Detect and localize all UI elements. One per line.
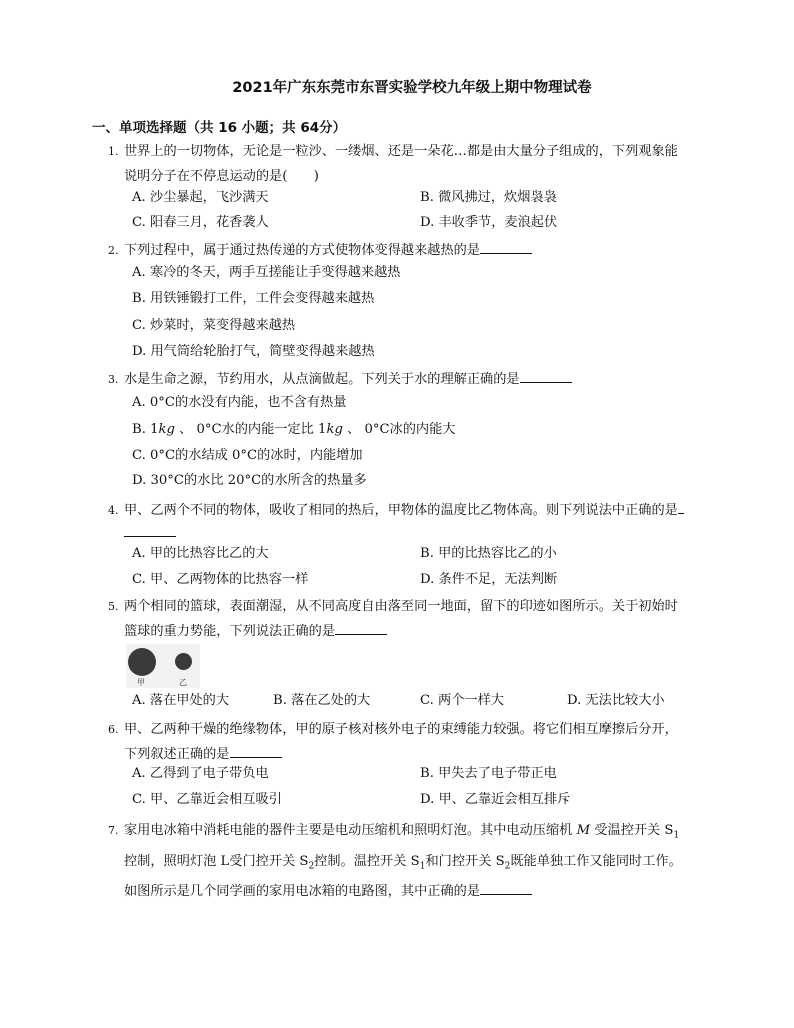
question-4-option-d[interactable]: D. 条件不足，无法判断 (420, 572, 558, 587)
question-2-number: 2. (108, 244, 119, 257)
question-6-option-d[interactable]: D. 甲、乙靠近会相互排斥 (420, 792, 571, 807)
symbol-m: M (576, 823, 591, 838)
basketball-imprint-figure (126, 644, 200, 688)
question-5-option-a[interactable]: A. 落在甲处的大 (132, 693, 230, 708)
question-3-number: 3. (108, 373, 119, 386)
question-1-option-d[interactable]: D. 丰收季节，麦浪起伏 (420, 215, 558, 230)
q7-text-3: 控制，照明灯泡 L受门控开关 S (124, 853, 309, 869)
question-7-stem (124, 818, 724, 904)
question-6-line-1: 甲、乙两种干燥的绝缘物体，甲的原子核对核外电子的束缚能力较强。将它们相互摩擦后分开， (124, 722, 678, 737)
question-2-option-a[interactable]: A. 寒冷的冬天，两手互搓能让手变得越来越热 (132, 265, 401, 280)
question-6-option-b[interactable]: B. 甲失去了电子带正电 (420, 766, 557, 781)
question-4-text: 甲、乙两个不同的物体，吸收了相同的热后，甲物体的温度比乙物体高。则下列说法中正确的是 (124, 503, 678, 518)
answer-blank-start (678, 499, 684, 514)
question-3-option-b[interactable] (132, 420, 455, 440)
question-7-line-1 (124, 818, 724, 849)
question-5-line-2-text: 篮球的重力势能，下列说法正确的是 (124, 624, 335, 639)
subscript-1b: 1 (419, 861, 426, 872)
question-1-stem (124, 139, 714, 189)
answer-blank[interactable] (480, 880, 532, 895)
question-4-option-b[interactable]: B. 甲的比热容比乙的小 (420, 546, 557, 561)
figure-label-yi: 乙 (179, 678, 187, 687)
question-6-line-2-text: 下列叙述正确的是 (124, 747, 230, 762)
question-3-option-c[interactable]: C. 0°C的水结成 0°C的冰时，内能增加 (132, 448, 363, 463)
answer-blank[interactable] (480, 239, 532, 254)
question-4-stem (124, 498, 724, 523)
unit-kg-2: kg (326, 422, 343, 437)
answer-blank[interactable] (335, 620, 387, 635)
question-4-number: 4. (108, 504, 119, 517)
question-6-stem (124, 717, 714, 767)
question-3-text: 水是生命之源，节约用水，从点滴做起。下列关于水的理解正确的是 (124, 372, 520, 387)
question-6-option-a[interactable]: A. 乙得到了电子带负电 (132, 766, 269, 781)
answer-blank[interactable] (124, 536, 176, 537)
question-3-option-d[interactable]: D. 30°C的水比 20°C的水所含的热量多 (132, 473, 367, 488)
answer-blank[interactable] (230, 743, 282, 758)
question-5-option-d[interactable]: D. 无法比较大小 (567, 693, 665, 708)
page-title: 2021年广东东莞市东晋实验学校九年级上期中物理试卷 (232, 80, 592, 96)
subscript-2: 2 (308, 861, 315, 872)
subscript-2b: 2 (504, 861, 511, 872)
question-5-stem (124, 594, 714, 644)
question-3-option-a[interactable]: A. 0°C的水没有内能，也不含有热量 (132, 395, 347, 410)
answer-blank[interactable] (520, 368, 572, 383)
q7-text-6: 既能单独工作又能同时工作。 (510, 853, 682, 869)
q7-text-1: 家用电冰箱中消耗电能的器件主要是电动压缩机和照明灯泡。其中电动压缩机 (124, 823, 577, 838)
question-2-option-b[interactable]: B. 用铁锤锻打工件，工件会变得越来越热 (132, 291, 375, 306)
question-7-line-3 (124, 879, 724, 904)
figure-label-jia: 甲 (137, 678, 145, 687)
option-b-text-2: 、 0°C水的内能一定比 1 (174, 422, 327, 437)
option-b-text-3: 、 0°C冰的内能大 (342, 422, 456, 437)
question-6-option-c[interactable]: C. 甲、乙靠近会相互吸引 (132, 792, 282, 807)
question-4-option-c[interactable]: C. 甲、乙两物体的比热容一样 (132, 572, 309, 587)
question-5-line-2 (124, 619, 714, 644)
question-3-stem (124, 367, 714, 392)
question-1-option-a[interactable]: A. 沙尘暴起，飞沙满天 (132, 190, 269, 205)
option-b-text-1: B. 1 (132, 422, 159, 437)
subscript-1: 1 (673, 830, 680, 841)
q7-text-4: 控制。温控开关 S (314, 853, 420, 869)
imprint-yi (175, 653, 192, 670)
question-6-number: 6. (108, 723, 119, 736)
question-1-option-b[interactable]: B. 微风拂过，炊烟袅袅 (420, 190, 557, 205)
question-5-option-b[interactable]: B. 落在乙处的大 (273, 693, 371, 708)
question-1-number: 1. (108, 145, 119, 158)
question-2-text: 下列过程中，属于通过热传递的方式使物体变得越来越热的是 (124, 243, 481, 258)
question-4-option-a[interactable]: A. 甲的比热容比乙的大 (132, 546, 269, 561)
question-7-number: 7. (108, 824, 119, 837)
unit-kg-1: kg (158, 422, 175, 437)
question-5-option-c[interactable]: C. 两个一样大 (420, 693, 504, 708)
question-7-line-2 (124, 849, 724, 880)
question-1-option-c[interactable]: C. 阳春三月，花香袭人 (132, 215, 269, 230)
section-heading: 一、单项选择题（共 16 小题；共 64分） (92, 120, 347, 136)
imprint-jia (128, 648, 156, 676)
question-2-option-d[interactable]: D. 用气筒给轮胎打气，简壁变得越来越热 (132, 344, 375, 359)
q7-text-5: 和门控开关 S (425, 853, 505, 869)
question-1-line-2: 说明分子在不停息运动的是( ) (124, 169, 319, 184)
q7-text-7: 如图所示是几个同学画的家用电冰箱的电路图，其中正确的是 (124, 884, 481, 900)
question-5-line-1: 两个相同的篮球，表面潮湿，从不同高度自由落至同一地面，留下的印迹如图所示。关于初始时 (124, 599, 678, 614)
question-2-option-c[interactable]: C. 炒菜时，菜变得越来越热 (132, 318, 296, 333)
question-1-line-1: 世界上的一切物体，无论是一粒沙、一缕烟、还是一朵花…都是由大量分子组成的，下列观象能 (124, 144, 678, 159)
question-2-stem (124, 238, 714, 263)
question-5-number: 5. (108, 600, 119, 613)
q7-text-2: 受温控开关 S (590, 823, 674, 838)
